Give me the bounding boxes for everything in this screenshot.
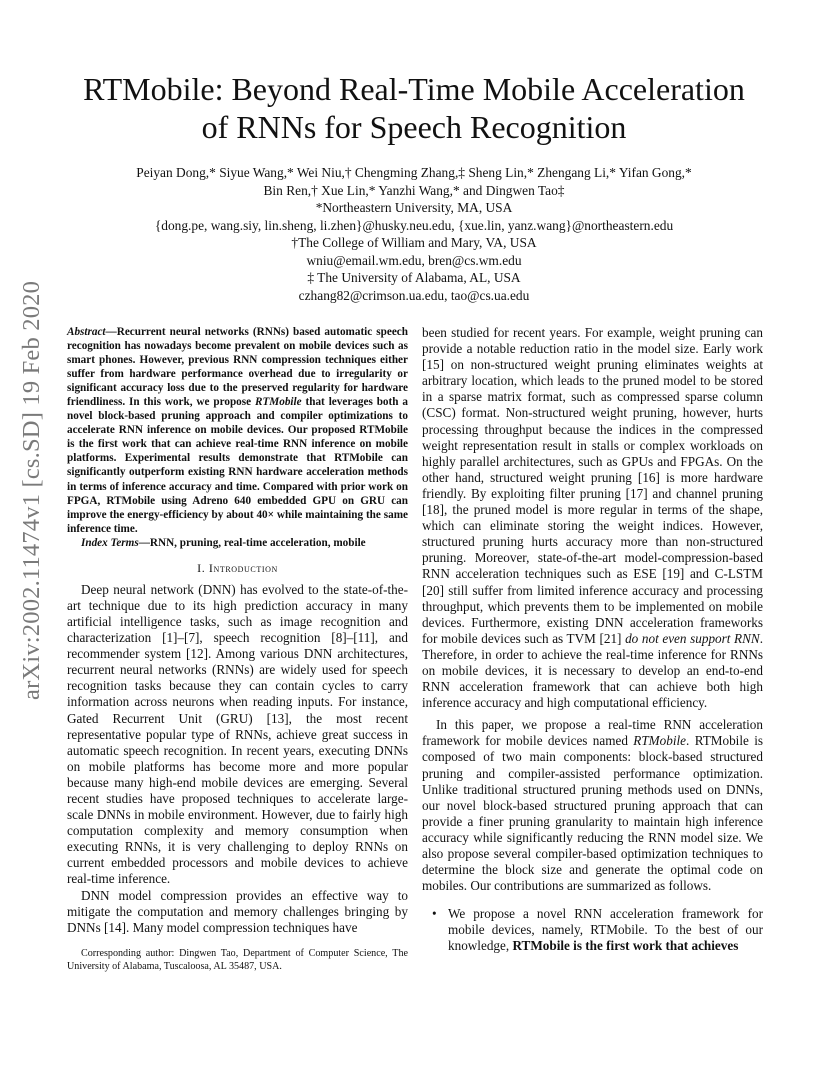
index-terms: [81, 536, 408, 550]
paper-title: [40, 70, 788, 146]
author-list-line-1: Peiyan Dong,* Siyue Wang,* Wei Niu,† Chengming Zhang,‡ Sheng Lin,* Zhengang Li,* Yifan Gong,*: [136, 165, 692, 180]
section-heading-introduction: I. Introduction: [197, 560, 278, 575]
right-paragraph-1: [422, 325, 763, 711]
email-william-mary[interactable]: wniu@email.wm.edu, bren@cs.wm.edu: [306, 252, 522, 268]
author-block: [50, 164, 778, 304]
intro-paragraph-1: Deep neural network (DNN) has evolved to the state-of-the-art technique due to its high prediction accuracy in many artificial intelligence tasks, such as image recognition and characterization [1]–[7], speech recognition [8]–[11], and recommender system [12]. Among various DNN architectures, recurrent neural networks (RNNs) are widely used for speech recognition tasks because they can contain cycles to carry information across neurons when reading inputs. For instance, Gated Recurrent Unit (GRU) [13], the most recent representative popular type of RNNs, achieve great success in automatic speech recognition. In recent years, executing DNNs on mobile platforms has become more and more popular because many high-end mobile devices are emerging. Several recent studies have proposed techniques to accelerate large-scale DNNs in mobile environment. However, due to fairly high computation complexity and memory consumption when executing RNNs, it is very challenging to deploy RNNs on current embedded processors and mobile devices to achieve real-time inference.: [67, 581, 408, 887]
abstract-text-2: that leverages both a novel block-based pruning approach and compiler optimizations to accelerate RNN inference on mobile devices. Our proposed RTMobile is the first work that can achieve real-time RNN inference on mobile platforms. Experimental results demonstrate that RTMobile can significantly outperform existing RNN hardware acceleration methods in terms of inference accuracy and time. Compared with prior work on FPGA, RTMobile using Adreno 640 embedded GPU on GRU can improve the energy-efficiency by about 40× while maintaining the same inference time.: [67, 396, 408, 535]
corresponding-author-footnote: Corresponding author: Dingwen Tao, Department of Computer Science, The University of Alabama, Tuscaloosa, AL 35487, USA.: [67, 948, 408, 972]
abstract-emphasis: RTMobile: [254, 396, 302, 409]
right-p2-emphasis: RTMobile: [633, 733, 687, 749]
abstract-text-1: —Recurrent neural networks (RNNs) based automatic speech recognition has nowadays become prevalent on mobile devices such as smart phones. However, previous RNN compression techniques either suffer from hardware performance overhead due to irregularity or significant accuracy loss due to the preserved regularity for hardware friendliness. In this work, we propose: [67, 326, 408, 409]
index-terms-text: —RNN, pruning, real-time acceleration, mobile: [138, 536, 366, 549]
right-paragraph-2: [422, 717, 763, 894]
right-p2-text-1: In this paper, we propose a real-time RNN acceleration framework for mobile devices named: [422, 717, 763, 749]
arxiv-identifier: arXiv:2002.11474v1 [cs.SD] 19 Feb 2020: [18, 280, 45, 700]
abstract-label: Abstract: [67, 326, 106, 338]
right-p1-emphasis: do not even support RNN: [625, 630, 760, 646]
affiliation-northeastern: *Northeastern University, MA, USA: [315, 200, 513, 215]
contribution-bullet-1: [422, 906, 763, 954]
intro-paragraph-2: DNN model compression provides an effective way to mitigate the computation and memory challenges bringing by DNNs [14]. Many model compression techniques have: [67, 887, 408, 935]
affiliation-alabama: ‡ The University of Alabama, AL, USA: [307, 270, 521, 285]
abstract: [67, 325, 408, 536]
right-p1-text-1: been studied for recent years. For example, weight pruning can provide a notable reduction ratio in the model size. Early work [15] on non-structured weight pruning eliminates weights at arbitrary location, which leads to the pruned model to be stored in a sparse matrix format, such as compressed sparse column (CSC) format. Non-structured weight pruning, however, hurts processing throughput because the indices in the compressed weight representation result in stalls or complex workloads on highly parallel architectures, such as GPUs and FPGAs. On the other hand, structured weight pruning [16] is more hardware friendly. By exploiting filter pruning [17] and channel pruning [18], the pruned model is more regular in terms of the shape, which can eliminate storing the weight indices. However, structured pruning hurts accuracy more than non-structured pruning. Moreover, state-of-the-art model-compression-based RNN acceleration techniques such as ESE [19] and C-LSTM [20] still suffer from limited inference accuracy and processing throughput, which prevents them to be implemented on mobile devices. Furthermore, existing DNN acceleration frameworks for mobile devices such as TVM [21]: [422, 325, 763, 646]
title-line-2: of RNNs for Speech Recognition: [201, 109, 627, 145]
title-line-1: RTMobile: Beyond Real-Time Mobile Acceleration: [83, 71, 745, 107]
bullet-marker: •: [432, 906, 437, 922]
email-alabama[interactable]: czhang82@crimson.ua.edu, tao@cs.ua.edu: [298, 287, 530, 303]
right-p2-text-2: . RTMobile is composed of two main components: block-based structured pruning and compiler-assisted performance optimization. Unlike traditional structured pruning methods used on DNNs, our novel block-based structured pruning approach that can provide a finer pruning granularity to maintain high inference accuracy while significantly reducing the RNN model size. We also propose several compiler-based optimization techniques to determine the block size and generate the optimal code on mobiles. Our contributions are summarized as follows.: [422, 733, 763, 894]
left-column: [67, 325, 408, 936]
affiliation-william-mary: †The College of William and Mary, VA, USA: [291, 235, 537, 250]
bullet-text: We propose a novel RNN acceleration framework for mobile devices, namely, RTMobile. To the best of our knowledge,: [448, 906, 763, 954]
index-terms-label: Index Terms: [81, 536, 139, 549]
right-column: [422, 325, 763, 955]
bullet-bold-text: RTMobile is the first work that achieves: [512, 938, 739, 954]
email-northeastern[interactable]: {dong.pe, wang.siy, lin.sheng, li.zhen}@husky.neu.edu, {xue.lin, yanz.wang}@northeastern.edu: [154, 217, 674, 233]
author-list-line-2: Bin Ren,† Xue Lin,* Yanzhi Wang,* and Dingwen Tao‡: [263, 182, 565, 198]
right-p1-text-2: . Therefore, in order to achieve the real-time inference for RNNs on mobile devices, it is necessary to develop an end-to-end RNN acceleration framework that can achieve both high inference accuracy and high computational efficiency.: [422, 630, 763, 711]
